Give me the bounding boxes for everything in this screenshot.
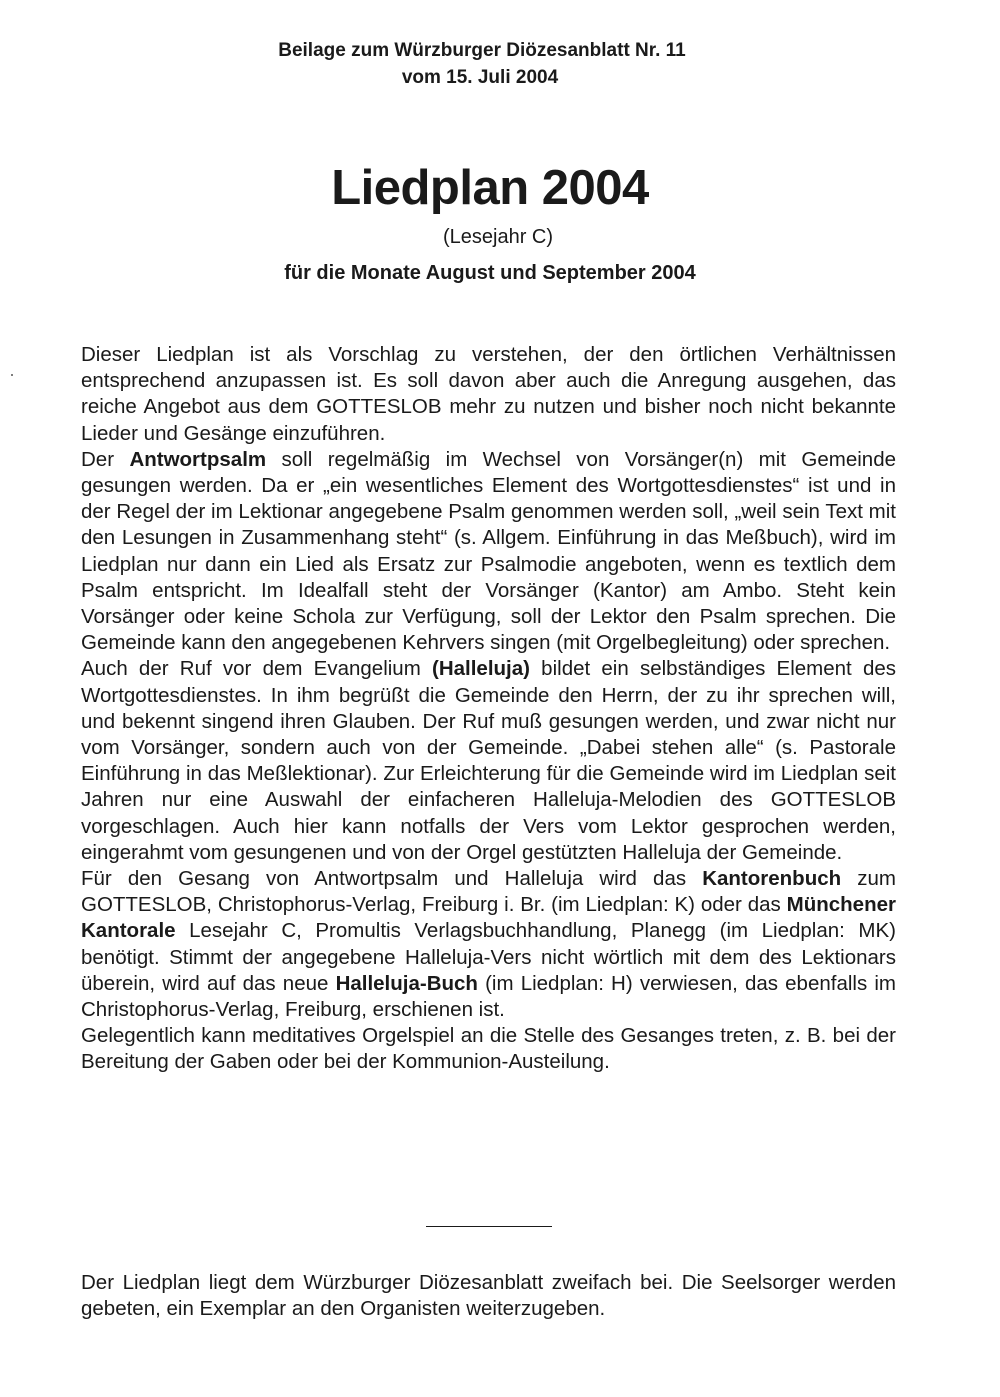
body-paragraph [81, 342, 896, 447]
divider-line [426, 1226, 552, 1227]
paragraph-text: Lesejahr C, Promultis Verlagsbuchhandlung, Planegg (im Liedplan: MK) benötigt. Stimmt der angegebene Halleluja-Vers nicht wörtlich mit dem des Lektionars überein, wird auf das neue [81, 919, 896, 995]
paragraph-text: Für den Gesang von Antwortpsalm und Halleluja wird das [81, 867, 703, 891]
paragraph-text: bildet ein selbständiges Element des Wortgottesdienstes. In ihm begrüßt die Gemeinde den Herrn, der zu ihr sprechen will, und bekennt singend ihren Glauben. Der Ruf muß gesungen werden, und zwar nicht nur vom Vorsänger, sondern auch von der Gemeinde. „Dabei stehen alle“ (s. Pastorale Einführung in das Meßlektionar). Zur Erleichterung für die Gemeinde wird im Liedplan seit Jahren nur eine Auswahl der einfacheren Halleluja-Melodien des GOTTESLOB vorgeschlagen. Auch hier kann notfalls der Vers vom Lektor gesprochen werden, eingerahmt vom gesungenen und von der Orgel gestützten Halleluja der Gemeinde. [81, 657, 897, 864]
paragraph-text: zum GOTTESLOB, Christophorus-Verlag, Freiburg i. Br. (im Liedplan: K) oder das [81, 867, 896, 917]
paragraph-text: Auch der Ruf vor dem Evangelium [81, 657, 432, 681]
body-text [81, 342, 896, 1076]
body-paragraph [81, 447, 896, 657]
page-subtitle: (Lesejahr C) [442, 226, 554, 248]
scan-speck [11, 374, 13, 376]
paragraph-text: Gelegentlich kann meditatives Orgelspiel an die Stelle des Gesanges treten, z. B. bei der Bereitung der Gaben oder bei der Kommunion-Austeilung. [81, 1024, 896, 1074]
paragraph-text: Dieser Liedplan ist als Vorschlag zu verstehen, der den örtlichen Verhältnissen entsprechend anzupassen ist. Es soll davon aber auch die Anregung ausgehen, das reiche Angebot aus dem GOTTESLOB mehr zu nutzen und bisher noch nicht bekannte Lieder und Gesänge einzuführen. [81, 343, 896, 445]
page-title: Liedplan 2004 [331, 161, 649, 215]
months-heading: für die Monate August und September 2004 [284, 262, 696, 284]
bold-term: Münchener Kantorale [81, 893, 896, 943]
bold-term: Kantorenbuch [702, 867, 842, 891]
footer-note: Der Liedplan liegt dem Würzburger Diözesanblatt zweifach bei. Die Seelsorger werden gebeten, ein Exemplar an den Organisten weiterzugeben. [81, 1271, 896, 1321]
supplement-header-line1: Beilage zum Würzburger Diözesanblatt Nr. 11 [278, 40, 686, 61]
paragraph-text: soll regelmäßig im Wechsel von Vorsänger(n) mit Gemeinde gesungen werden. Da er „ein wesentliches Element des Wortgottesdienstes“ ist und in der Regel der im Lektionar angegebene Psalm genommen werden soll, „weil sein Text mit den Lesungen in Zusammenhang steht“ (s. Allgem. Einführung in das Meßbuch), wird im Liedplan nur dann ein Lied als Ersatz zur Psalmodie angeboten, wenn es textlich dem Psalm entspricht. Im Idealfall steht der Vorsänger (Kantor) am Ambo. Steht kein Vorsänger oder keine Schola zur Verfügung, soll der Lektor den Psalm sprechen. Die Gemeinde kann den angegebenen Kehrvers singen (mit Orgelbegleitung) oder sprechen. [81, 447, 896, 655]
body-paragraph [81, 656, 896, 866]
supplement-header-line2: vom 15. Juli 2004 [401, 67, 559, 88]
bold-term: Halleluja-Buch [335, 971, 478, 995]
bold-term: (Halleluja) [432, 657, 530, 681]
body-paragraph [81, 1023, 896, 1075]
body-paragraph [81, 866, 896, 1023]
bold-term: Antwortpsalm [129, 447, 267, 471]
paragraph-text: (im Liedplan: H) verwiesen, das ebenfalls im Christophorus-Verlag, Freiburg, erschienen ist. [81, 971, 896, 1022]
paragraph-text: Der [81, 447, 130, 471]
